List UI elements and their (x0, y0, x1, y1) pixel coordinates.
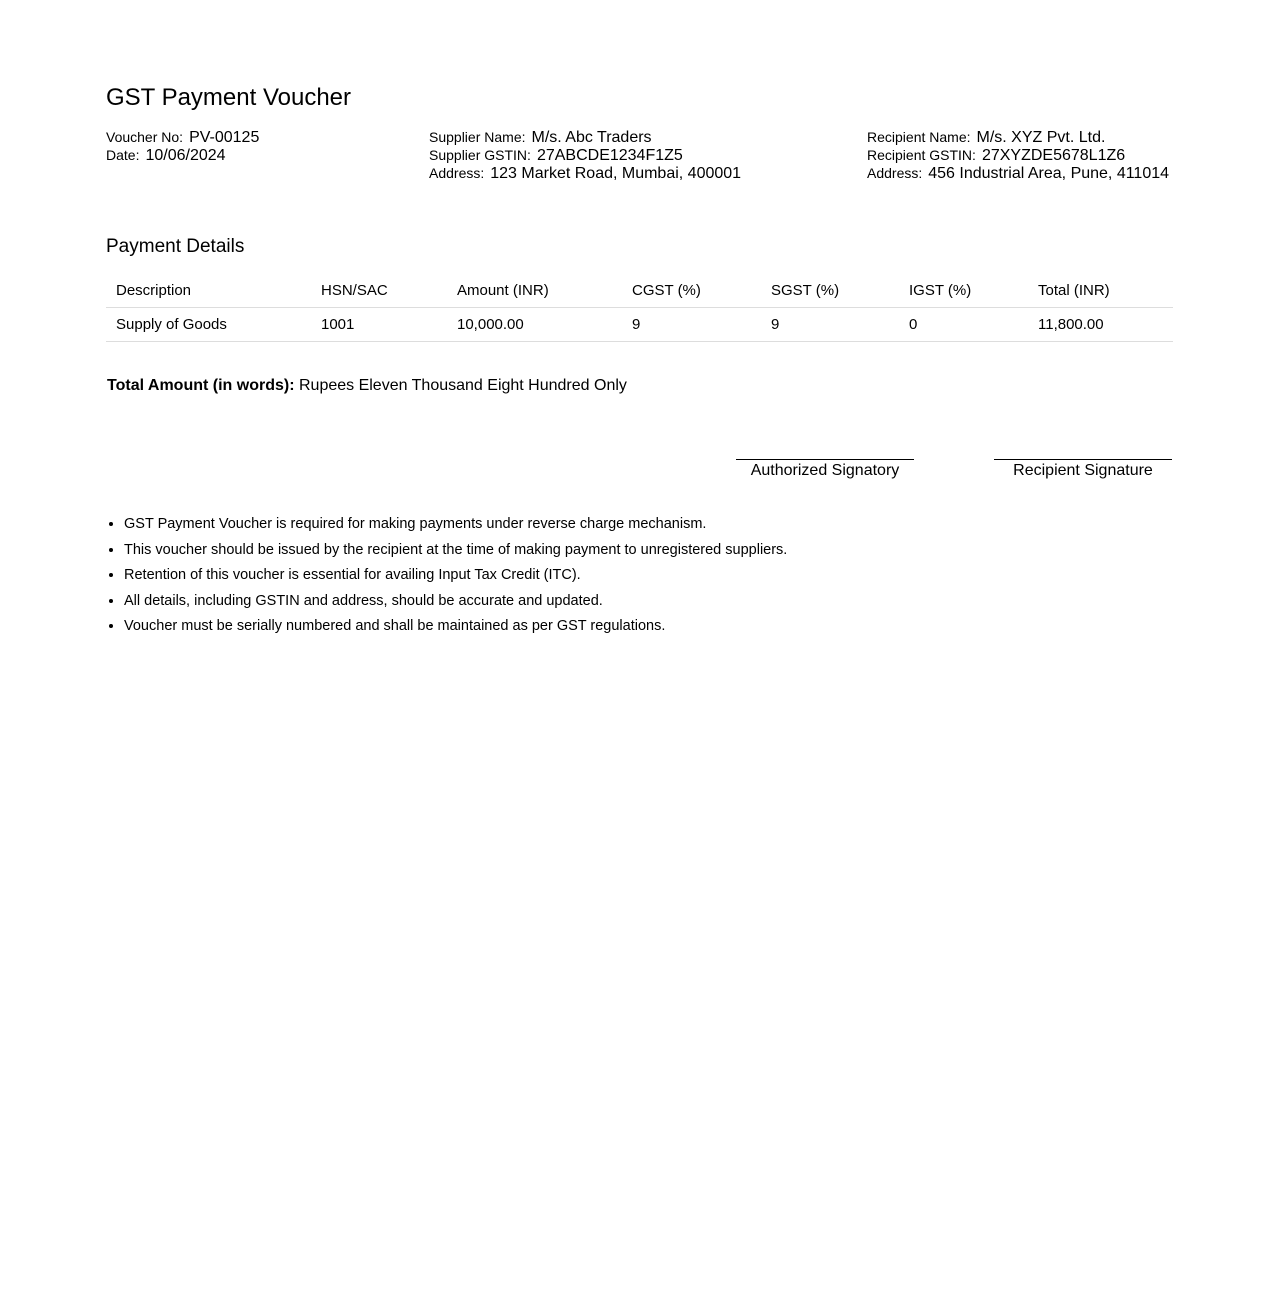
cell-description: Supply of Goods (106, 308, 311, 342)
list-item: • Retention of this voucher is essential for availing Input Tax Credit (ITC). (124, 565, 787, 591)
supplier-name-line (429, 128, 741, 146)
recipient-info (867, 128, 1169, 182)
recipient-name-line (867, 128, 1169, 146)
recipient-gstin-line (867, 146, 1169, 164)
list-item: • Voucher must be serially numbered and shall be maintained as per GST regulations. (124, 616, 787, 642)
supplier-address-label: Address: (429, 165, 485, 181)
voucher-info (106, 128, 259, 164)
cell-sgst: 9 (761, 308, 899, 342)
total-words-label: Total Amount (in words): (107, 377, 295, 394)
column-header-description: Description (106, 274, 311, 308)
cell-hsn-sac: 1001 (311, 308, 447, 342)
column-header-amount: Amount (INR) (447, 274, 622, 308)
notes-list (106, 514, 787, 642)
voucher-date-line (106, 146, 259, 164)
supplier-info (429, 128, 741, 182)
voucher-no-value: PV-00125 (189, 129, 260, 146)
supplier-gstin-line (429, 146, 741, 164)
cell-cgst: 9 (622, 308, 761, 342)
column-header-igst: IGST (%) (899, 274, 1028, 308)
supplier-gstin-label: Supplier GSTIN: (429, 147, 531, 163)
recipient-signature: Recipient Signature (994, 459, 1172, 481)
column-header-sgst: SGST (%) (761, 274, 899, 308)
column-header-cgst: CGST (%) (622, 274, 761, 308)
supplier-address-line (429, 164, 741, 182)
supplier-name-value: M/s. Abc Traders (531, 129, 652, 146)
voucher-no-line (106, 128, 259, 146)
column-header-total: Total (INR) (1028, 274, 1173, 308)
total-words-value: Rupees Eleven Thousand Eight Hundred Only (298, 377, 627, 394)
recipient-name-value: M/s. XYZ Pvt. Ltd. (976, 129, 1106, 146)
list-item: • This voucher should be issued by the recipient at the time of making payment to unregistered suppliers. (124, 540, 787, 566)
page-title: GST Payment Voucher (106, 84, 352, 111)
payment-details-table (106, 274, 1173, 342)
recipient-name-label: Recipient Name: (867, 129, 971, 145)
recipient-address-label: Address: (867, 165, 923, 181)
list-item: • All details, including GSTIN and address, should be accurate and updated. (124, 591, 787, 617)
recipient-gstin-value: 27XYZDE5678L1Z6 (981, 147, 1126, 164)
supplier-gstin-value: 27ABCDE1234F1Z5 (536, 147, 683, 164)
voucher-no-label: Voucher No: (106, 129, 184, 145)
supplier-address-value: 123 Market Road, Mumbai, 400001 (490, 165, 742, 182)
table-header-row (106, 274, 1173, 308)
recipient-address-line (867, 164, 1169, 182)
payment-details-title: Payment Details (106, 236, 245, 257)
voucher-date-label: Date: (106, 147, 140, 163)
table-row (106, 308, 1173, 342)
voucher-date-value: 10/06/2024 (145, 147, 226, 164)
cell-total: 11,800.00 (1028, 308, 1173, 342)
cell-amount: 10,000.00 (447, 308, 622, 342)
authorized-signatory: Authorized Signatory (736, 459, 914, 481)
total-amount-words (107, 376, 627, 396)
list-item: • GST Payment Voucher is required for making payments under reverse charge mechanism. (124, 514, 787, 540)
column-header-hsn-sac: HSN/SAC (311, 274, 447, 308)
supplier-name-label: Supplier Name: (429, 129, 526, 145)
cell-igst: 0 (899, 308, 1028, 342)
recipient-gstin-label: Recipient GSTIN: (867, 147, 976, 163)
recipient-address-value: 456 Industrial Area, Pune, 411014 (928, 165, 1170, 182)
